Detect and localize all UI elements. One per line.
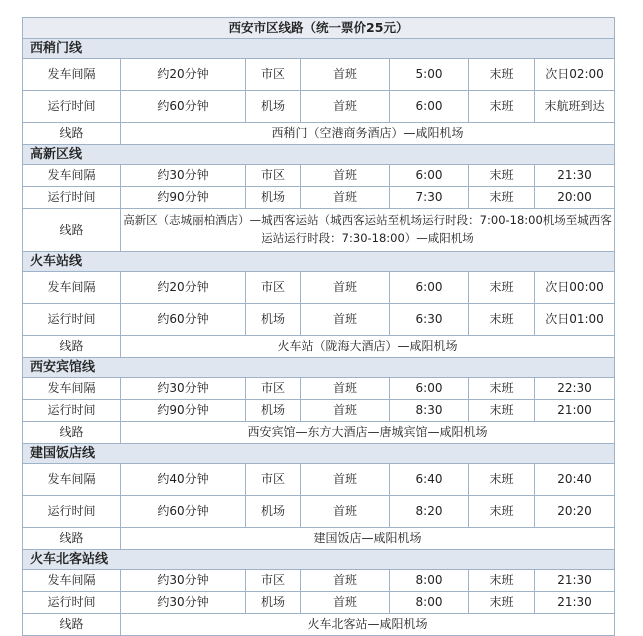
airport-last-time: 20:20 <box>535 496 615 528</box>
last-label: 末班 <box>469 165 535 187</box>
interval-label: 发车间隔 <box>23 378 121 400</box>
duration-value: 约90分钟 <box>121 187 246 209</box>
route-row <box>23 209 615 252</box>
duration-label: 运行时间 <box>23 400 121 422</box>
route-text: 西安宾馆—东方大酒店—唐城宾馆—咸阳机场 <box>121 422 615 444</box>
duration-row <box>23 592 615 614</box>
airport-first-time: 7:30 <box>390 187 469 209</box>
line-header <box>23 550 615 570</box>
route-label: 线路 <box>23 209 121 252</box>
line-name: 火车站线 <box>23 252 615 272</box>
interval-label: 发车间隔 <box>23 570 121 592</box>
last-label: 末班 <box>469 570 535 592</box>
route-text: 高新区（志城丽柏酒店）—城西客运站（城西客运站至机场运行时段：7:00-18:00机场至城西客运站运行时段：7:30-18:00）—咸阳机场 <box>121 209 615 252</box>
airport-first-time: 6:30 <box>390 304 469 336</box>
airport-label: 机场 <box>246 496 301 528</box>
line-name: 火车北客站线 <box>23 550 615 570</box>
city-first-time: 6:00 <box>390 272 469 304</box>
route-row <box>23 614 615 636</box>
interval-row <box>23 165 615 187</box>
route-row <box>23 123 615 145</box>
city-last-time: 22:30 <box>535 378 615 400</box>
duration-label: 运行时间 <box>23 592 121 614</box>
duration-value: 约60分钟 <box>121 91 246 123</box>
city-first-time: 6:00 <box>390 165 469 187</box>
duration-label: 运行时间 <box>23 496 121 528</box>
interval-row <box>23 59 615 91</box>
city-label: 市区 <box>246 378 301 400</box>
route-row <box>23 422 615 444</box>
route-row <box>23 336 615 358</box>
first-label: 首班 <box>301 400 390 422</box>
line-name: 西安宾馆线 <box>23 358 615 378</box>
line-header <box>23 252 615 272</box>
city-last-time: 20:40 <box>535 464 615 496</box>
line-name: 高新区线 <box>23 145 615 165</box>
line-header <box>23 39 615 59</box>
interval-row <box>23 378 615 400</box>
route-text: 西稍门（空港商务酒店）—咸阳机场 <box>121 123 615 145</box>
city-first-time: 5:00 <box>390 59 469 91</box>
city-label: 市区 <box>246 570 301 592</box>
duration-row <box>23 304 615 336</box>
airport-first-time: 8:30 <box>390 400 469 422</box>
last-label: 末班 <box>469 272 535 304</box>
duration-label: 运行时间 <box>23 304 121 336</box>
line-name: 建国饭店线 <box>23 444 615 464</box>
airport-label: 机场 <box>246 592 301 614</box>
city-label: 市区 <box>246 165 301 187</box>
airport-last-time: 21:00 <box>535 400 615 422</box>
interval-row <box>23 272 615 304</box>
last-label: 末班 <box>469 464 535 496</box>
interval-label: 发车间隔 <box>23 165 121 187</box>
interval-value: 约30分钟 <box>121 570 246 592</box>
duration-value: 约60分钟 <box>121 496 246 528</box>
interval-row <box>23 570 615 592</box>
line-header <box>23 358 615 378</box>
duration-value: 约90分钟 <box>121 400 246 422</box>
last-label: 末班 <box>469 592 535 614</box>
city-first-time: 8:00 <box>390 570 469 592</box>
city-first-time: 6:40 <box>390 464 469 496</box>
interval-label: 发车间隔 <box>23 464 121 496</box>
line-header <box>23 145 615 165</box>
first-label: 首班 <box>301 59 390 91</box>
airport-last-time: 末航班到达 <box>535 91 615 123</box>
last-label: 末班 <box>469 400 535 422</box>
interval-row <box>23 464 615 496</box>
duration-value: 约30分钟 <box>121 592 246 614</box>
airport-last-time: 20:00 <box>535 187 615 209</box>
duration-row <box>23 496 615 528</box>
interval-label: 发车间隔 <box>23 59 121 91</box>
first-label: 首班 <box>301 91 390 123</box>
first-label: 首班 <box>301 464 390 496</box>
route-label: 线路 <box>23 528 121 550</box>
schedule-table <box>22 17 615 636</box>
route-label: 线路 <box>23 422 121 444</box>
last-label: 末班 <box>469 304 535 336</box>
duration-row <box>23 91 615 123</box>
city-label: 市区 <box>246 272 301 304</box>
airport-first-time: 8:00 <box>390 592 469 614</box>
city-last-time: 次日02:00 <box>535 59 615 91</box>
first-label: 首班 <box>301 165 390 187</box>
city-last-time: 21:30 <box>535 165 615 187</box>
last-label: 末班 <box>469 187 535 209</box>
route-label: 线路 <box>23 123 121 145</box>
first-label: 首班 <box>301 496 390 528</box>
table-title: 西安市区线路（统一票价25元） <box>23 18 615 39</box>
airport-label: 机场 <box>246 304 301 336</box>
first-label: 首班 <box>301 570 390 592</box>
airport-last-time: 次日01:00 <box>535 304 615 336</box>
route-text: 火车站（陇海大酒店）—咸阳机场 <box>121 336 615 358</box>
last-label: 末班 <box>469 59 535 91</box>
airport-label: 机场 <box>246 400 301 422</box>
first-label: 首班 <box>301 378 390 400</box>
city-last-time: 次日00:00 <box>535 272 615 304</box>
interval-label: 发车间隔 <box>23 272 121 304</box>
city-label: 市区 <box>246 464 301 496</box>
route-label: 线路 <box>23 336 121 358</box>
airport-last-time: 21:30 <box>535 592 615 614</box>
last-label: 末班 <box>469 91 535 123</box>
city-label: 市区 <box>246 59 301 91</box>
interval-value: 约40分钟 <box>121 464 246 496</box>
city-first-time: 6:00 <box>390 378 469 400</box>
interval-value: 约20分钟 <box>121 272 246 304</box>
route-label: 线路 <box>23 614 121 636</box>
first-label: 首班 <box>301 304 390 336</box>
line-header <box>23 444 615 464</box>
airport-label: 机场 <box>246 91 301 123</box>
last-label: 末班 <box>469 378 535 400</box>
duration-row <box>23 187 615 209</box>
interval-value: 约30分钟 <box>121 165 246 187</box>
route-row <box>23 528 615 550</box>
last-label: 末班 <box>469 496 535 528</box>
first-label: 首班 <box>301 272 390 304</box>
route-text: 建国饭店—咸阳机场 <box>121 528 615 550</box>
duration-value: 约60分钟 <box>121 304 246 336</box>
interval-value: 约20分钟 <box>121 59 246 91</box>
airport-first-time: 8:20 <box>390 496 469 528</box>
airport-label: 机场 <box>246 187 301 209</box>
airport-first-time: 6:00 <box>390 91 469 123</box>
duration-row <box>23 400 615 422</box>
first-label: 首班 <box>301 592 390 614</box>
route-text: 火车北客站—咸阳机场 <box>121 614 615 636</box>
line-name: 西稍门线 <box>23 39 615 59</box>
interval-value: 约30分钟 <box>121 378 246 400</box>
bus-schedule <box>22 17 614 636</box>
first-label: 首班 <box>301 187 390 209</box>
duration-label: 运行时间 <box>23 187 121 209</box>
duration-label: 运行时间 <box>23 91 121 123</box>
title-row <box>23 18 615 39</box>
city-last-time: 21:30 <box>535 570 615 592</box>
